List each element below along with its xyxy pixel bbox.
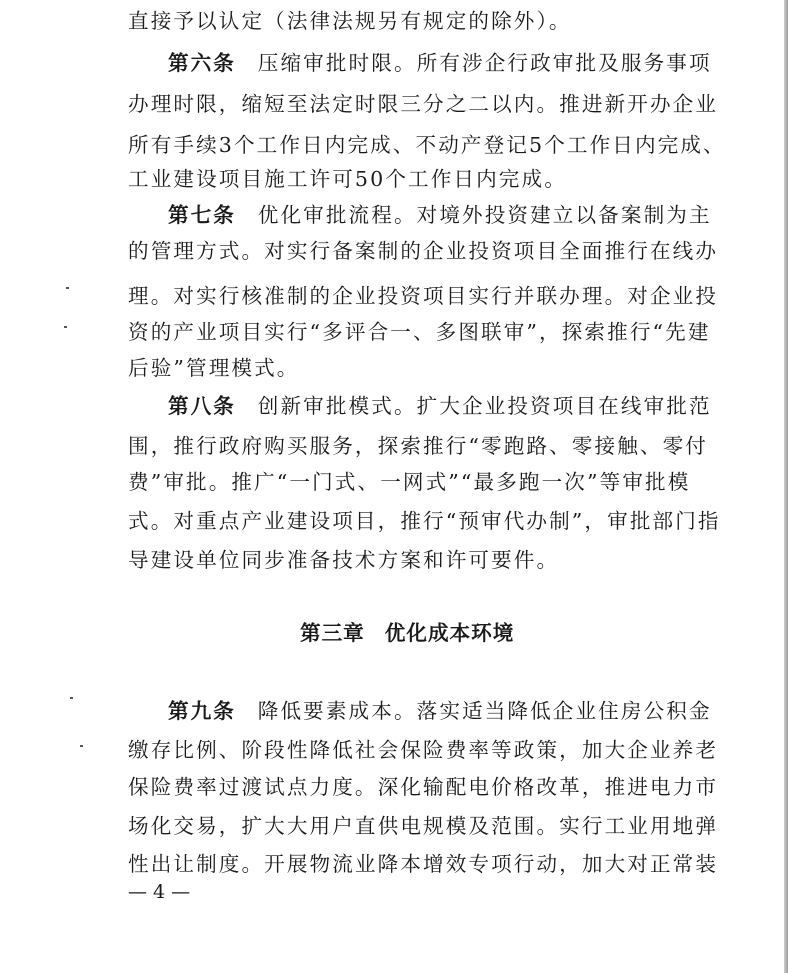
- scan-speck: [70, 697, 73, 699]
- article-8-line-5: 导建设单位同步准备技术方案和许可要件。: [128, 548, 560, 572]
- article-6-line-2: 办理时限，缩短至法定时限三分之二以内。推进新开办企业: [128, 92, 719, 116]
- article-6-line-3: 所有手续3个工作日内完成、不动产登记5个工作日内完成、: [128, 133, 726, 157]
- article-9-line-1: 降低要素成本。落实适当降低企业住房公积金: [257, 699, 712, 723]
- chapter-title: 优化成本环境: [384, 621, 515, 645]
- article-6-first-line: [168, 50, 712, 76]
- chapter-heading: [300, 620, 540, 646]
- article-9-line-3: 保险费率过渡试点力度。深化输配电价格改革，推进电力市: [128, 775, 719, 799]
- article-9-line-5: 性出让制度。开展物流业降本增效专项行动，加大对正常装: [128, 852, 719, 876]
- article-6-line-4: 工业建设项目施工许可50个工作日内完成。: [128, 167, 567, 191]
- article-7-line-1: 优化审批流程。对境外投资建立以备案制为主: [257, 203, 712, 227]
- article-9-line-2: 缴存比例、阶段性降低社会保险费率等政策，加大企业养老: [128, 738, 719, 762]
- article-7-first-line: [168, 202, 712, 228]
- scan-speck: [64, 326, 67, 328]
- article-9-label: 第九条: [168, 699, 236, 723]
- article-7-line-2: 的管理方式。对实行备案制的企业投资项目全面推行在线办: [128, 239, 719, 263]
- article-8-line-3: 费”审批。推广“一门式、一网式”“最多跑一次”等审批模: [128, 470, 691, 494]
- article-8-label: 第八条: [168, 394, 236, 418]
- article-7-line-4: 资的产业项目实行“多评合一、多图联审”，探索推行“先建: [128, 320, 711, 344]
- page-number: — 4 —: [128, 881, 191, 903]
- article-7-line-3: 理。对实行核准制的企业投资项目实行并联办理。对企业投: [128, 284, 719, 308]
- article-6-line-1: 压缩审批时限。所有涉企行政审批及服务事项: [257, 51, 712, 75]
- article-9-first-line: [168, 698, 712, 724]
- page-edge-shadow: [784, 0, 788, 973]
- article-8-line-1: 创新审批模式。扩大企业投资项目在线审批范: [257, 394, 712, 418]
- article-9-line-4: 场化交易，扩大大用户直供电规模及范围。实行工业用地弹: [128, 814, 719, 838]
- article-7-line-5: 后验”管理模式。: [128, 356, 300, 380]
- article-8-line-4: 式。对重点产业建设项目，推行“预审代办制”，审批部门指: [128, 509, 721, 533]
- article-8-line-2: 围，推行政府购买服务，探索推行“零跑路、零接触、零付: [128, 434, 708, 458]
- article-7-label: 第七条: [168, 203, 236, 227]
- scan-speck: [66, 287, 69, 289]
- scan-speck: [80, 745, 83, 747]
- article-6-label: 第六条: [168, 51, 236, 75]
- chapter-number: 第三章: [300, 621, 365, 645]
- intro-line-1: 直接予以认定（法律法规另有规定的除外）。: [128, 9, 572, 33]
- article-8-first-line: [168, 393, 712, 419]
